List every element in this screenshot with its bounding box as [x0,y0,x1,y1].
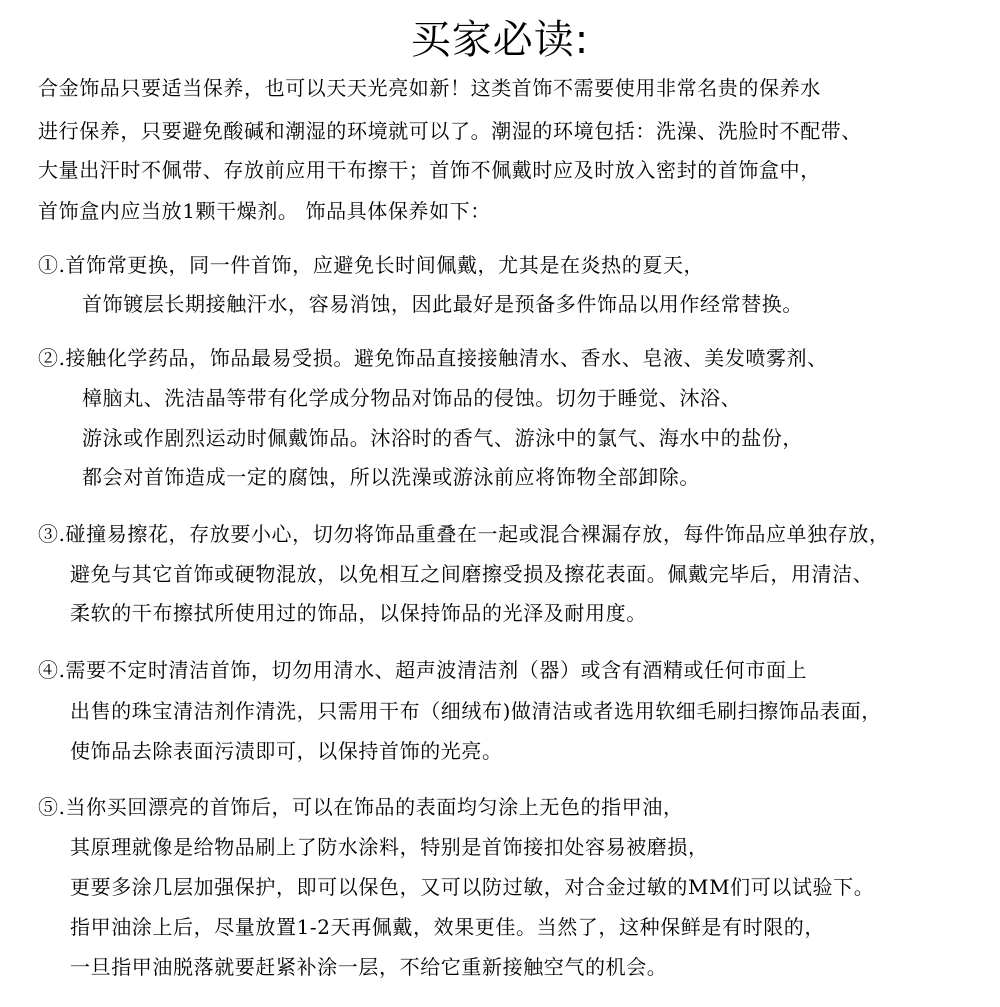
care-item-heading: ③.碰撞易擦花，存放要小心，切勿将饰品重叠在一起或混合裸漏存放，每件饰品应单独存放， [38,522,890,546]
intro-line: 合金饰品只要适当保养，也可以天天光亮如新！这类首饰不需要使用非常名贵的保养水 [38,76,821,100]
care-item-line: 避免与其它首饰或硬物混放，以免相互之间磨擦受损及擦花表面。佩戴完毕后，用清洁、 [70,562,874,586]
care-item-line: 一旦指甲油脱落就要赶紧补涂一层，不给它重新接触空气的机会。 [70,955,668,979]
care-item-heading: ⑤.当你买回漂亮的首饰后，可以在饰品的表面均匀涂上无色的指甲油， [38,795,684,819]
care-item-line: 更要多涂几层加强保护，即可以保色，又可以防过敏，对合金过敏的MM们可以试验下。 [70,875,875,899]
intro-line: 大量出汗时不佩带、存放前应用干布擦干；首饰不佩戴时应及时放入密封的首饰盒中， [38,158,821,182]
care-item-heading: ①.首饰常更换，同一件首饰，应避免长时间佩戴，尤其是在炎热的夏天， [38,253,705,277]
care-item-heading: ④.需要不定时清洁首饰，切勿用清水、超声波清洁剂（器）或含有酒精或任何市面上 [38,658,808,682]
care-item-line: 首饰镀层长期接触汗水，容易消蚀，因此最好是预备多件饰品以用作经常替换。 [82,292,803,316]
care-item-line: 柔软的干布擦拭所使用过的饰品，以保持饰品的光泽及耐用度。 [70,601,647,625]
care-item-line: 游泳或作剧烈运动时佩戴饰品。沐浴时的香气、游泳中的氯气、海水中的盐份， [82,426,803,450]
intro-line: 进行保养，只要避免酸碱和潮湿的环境就可以了。潮湿的环境包括：洗澡、洗脸时不配带、 [38,119,862,143]
intro-line: 首饰盒内应当放1颗干燥剂。 饰品具体保养如下： [38,199,491,223]
care-item-line: 出售的珠宝清洁剂作清洗，只需用干布（细绒布)做清洁或者选用软细毛刷扫擦饰品表面， [70,699,882,723]
care-item-line: 樟脑丸、洗洁晶等带有化学成分物品对饰品的侵蚀。切勿于睡觉、沐浴、 [82,386,742,410]
care-item-heading: ②.接触化学药品，饰品最易受损。避免饰品直接接触清水、香水、皂液、美发喷雾剂、 [38,346,828,370]
care-item-line: 使饰品去除表面污渍即可，以保持首饰的光亮。 [70,739,503,763]
care-item-line: 都会对首饰造成一定的腐蚀，所以洗澡或游泳前应将饰物全部卸除。 [82,465,700,489]
care-item-line: 指甲油涂上后，尽量放置1-2天再佩戴，效果更佳。当然了，这种保鲜是有时限的， [70,915,826,939]
page-title: 买家必读: [410,17,590,63]
care-item-line: 其原理就像是给物品刷上了防水涂料，特别是首饰接扣处容易被磨损， [70,835,709,859]
